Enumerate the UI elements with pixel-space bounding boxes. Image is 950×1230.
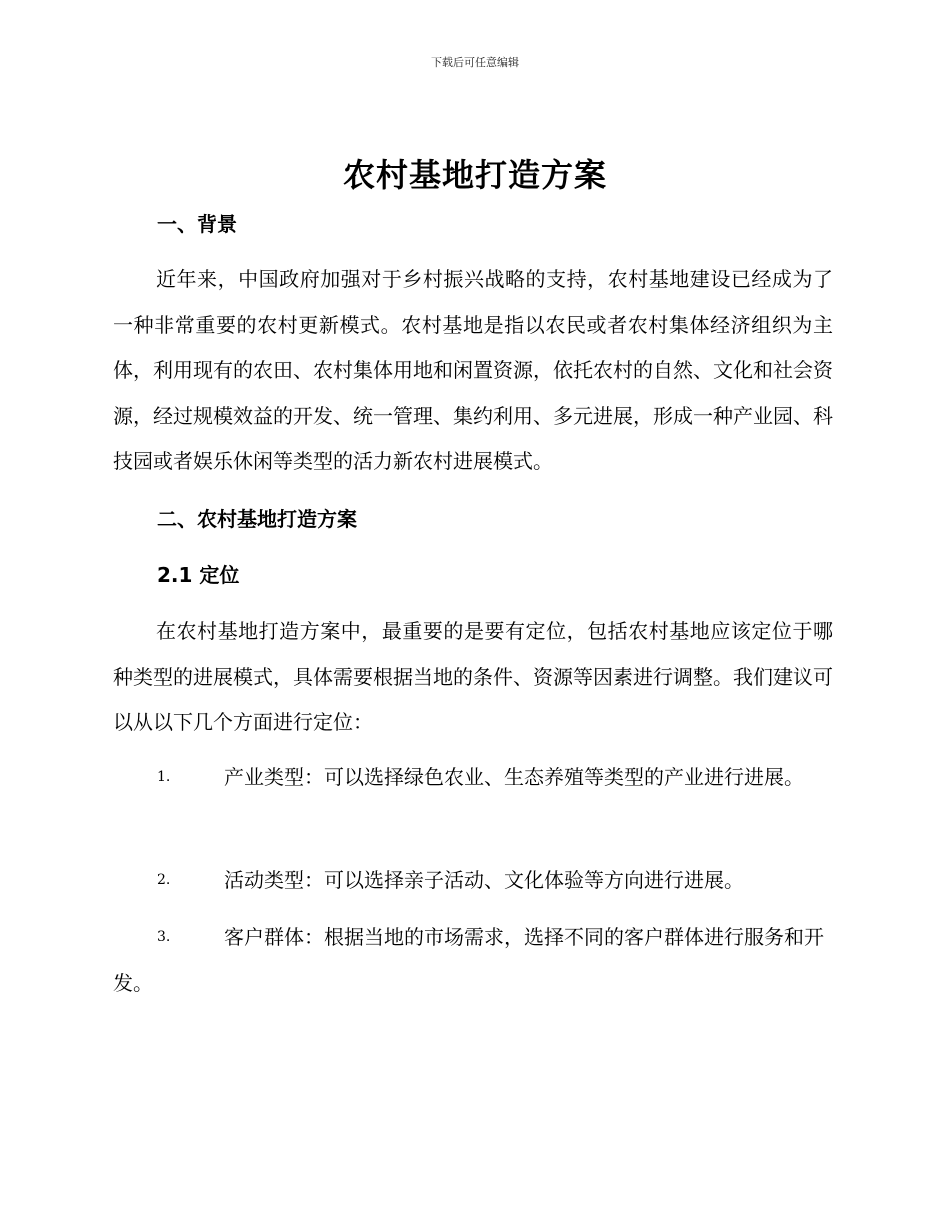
list-item-number: 2. — [157, 872, 171, 888]
section-heading-plan: 二、农村基地打造方案 — [157, 507, 357, 531]
list-item-text: 客户群体：根据当地的市场需求，选择不同的客户群体进行服务和开发。 — [113, 925, 824, 995]
list-item — [113, 915, 833, 1006]
list-item-number: 3. — [157, 929, 171, 945]
list-item-text: 产业类型：可以选择绿色农业、生态养殖等类型的产业进行进展。 — [224, 765, 804, 789]
positioning-paragraph: 在农村基地打造方案中，最重要的是要有定位，包括农村基地应该定位于哪种类型的进展模式，具体需要根据当地的条件、资源等因素进行调整。我们建议可以从以下几个方面进行定位： — [113, 619, 833, 734]
background-paragraph: 近年来，中国政府加强对于乡村振兴战略的支持，农村基地建设已经成为了一种非常重要的农村更新模式。农村基地是指以农民或者农村集体经济组织为主体，利用现有的农田、农村集体用地和闲置资源，依托农村的自然、文化和社会资源，经过规模效益的开发、统一管理、集约利用、多元进展，形成一种产业园、科技园或者娱乐休闲等类型的活力新农村进展模式。 — [113, 267, 833, 473]
header-note: 下载后可任意编辑 — [431, 56, 519, 69]
list-item — [113, 858, 833, 904]
list-item-number: 1. — [157, 769, 171, 785]
section-heading-background: 一、背景 — [157, 212, 237, 236]
list-item-text: 活动类型：可以选择亲子活动、文化体验等方向进行进展。 — [224, 868, 744, 892]
subsection-heading-positioning: 2.1 定位 — [157, 563, 240, 587]
list-item — [113, 755, 833, 801]
document-title: 农村基地打造方案 — [342, 156, 607, 194]
